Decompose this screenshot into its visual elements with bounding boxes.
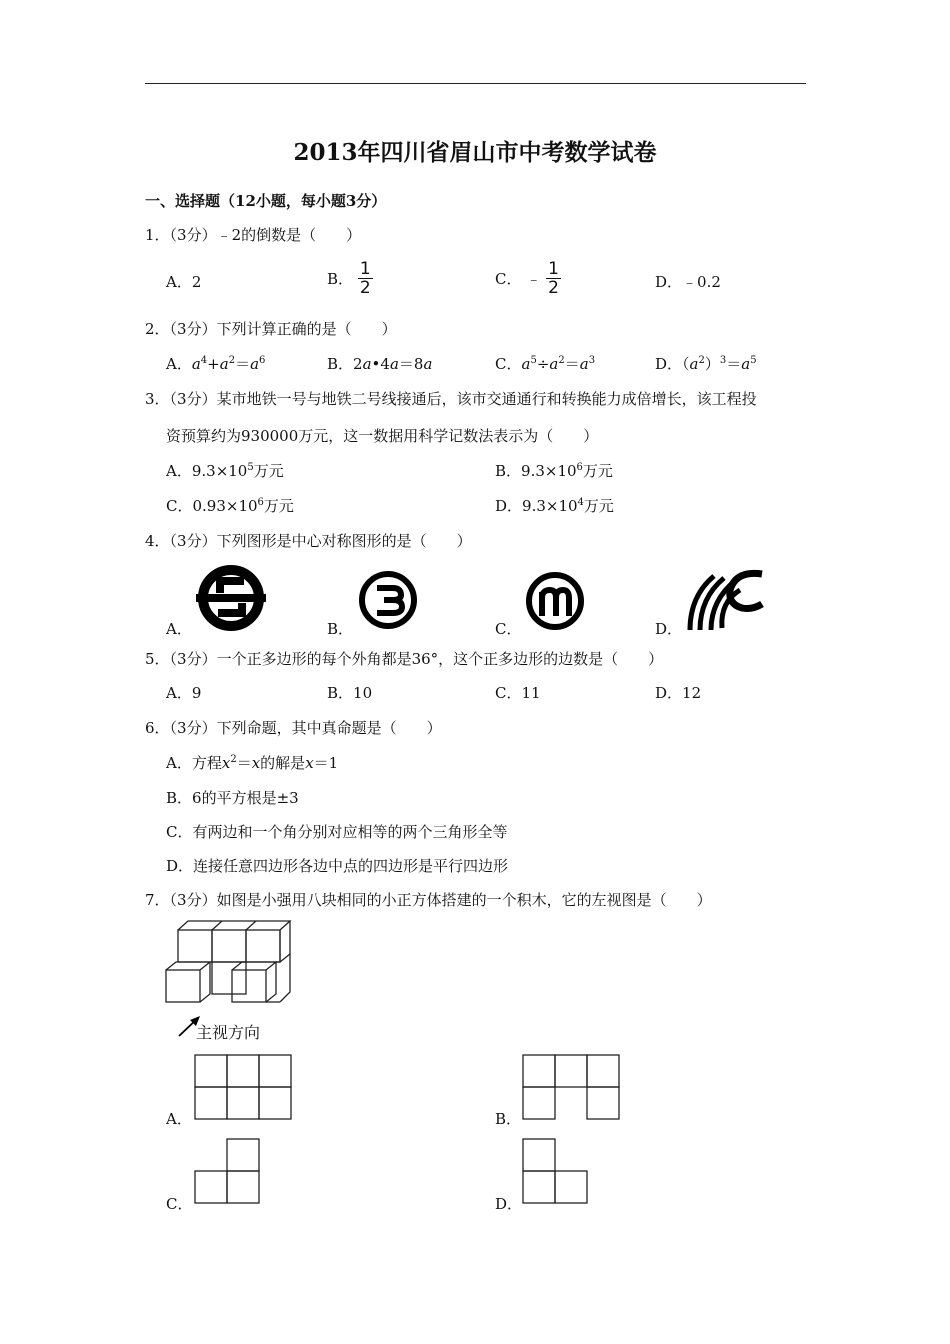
- q2-stem: 2．（3分）下列计算正确的是（ ）: [145, 320, 397, 338]
- q7-figure-b: [522, 1054, 622, 1120]
- q3-option-b: B．$9.3\times 10^6$万元: [495, 462, 613, 480]
- q3-option-c: C．$0.93\times 10^6$万元: [166, 497, 294, 515]
- logo-b-icon: [357, 568, 419, 632]
- q7-figure-d: [522, 1138, 592, 1204]
- q6-stem: 6．（3分）下列命题，其中真命题是（ ）: [145, 719, 442, 737]
- section-heading: 一、选择题（12小题，每小题3分）: [145, 192, 387, 210]
- q1-stem: 1．（3分）﹣2的倒数是（ ）: [145, 226, 362, 244]
- q4-stem: 4．（3分）下列图形是中心对称图形的是（ ）: [145, 532, 472, 550]
- q2-option-a: A．$a^4+a^2=a^6$: [166, 355, 266, 373]
- q7-stem: 7．（3分）如图是小强用八块相同的小正方体搭建的一个积木，它的左视图是（ ）: [145, 891, 712, 909]
- logo-c-icon: [524, 570, 586, 632]
- q4-option-b: B．: [327, 620, 354, 638]
- q7-option-a: A．: [166, 1110, 192, 1128]
- view-direction-label: 主视方向: [196, 1023, 261, 1042]
- top-rule: [145, 83, 806, 84]
- q5-option-b: B．10: [327, 684, 373, 702]
- q2-option-c: C．$a^5\div a^2=a^3$: [495, 355, 596, 373]
- q4-option-a: A．: [166, 620, 192, 638]
- q1-option-a: A．2: [166, 273, 202, 291]
- block-figure: [160, 916, 300, 1012]
- q5-option-c: C．11: [495, 684, 541, 702]
- q6-option-d: D．连接任意四边形各边中点的四边形是平行四边形: [166, 857, 509, 875]
- q4-option-c: C．: [495, 620, 522, 638]
- q6-option-b: B．6的平方根是±3: [166, 789, 299, 807]
- q6-option-a: A．方程$x^2=x$的解是x＝1: [166, 754, 339, 772]
- q1-option-c: C． ﹣ $\frac{1}{2}$: [495, 259, 559, 298]
- q7-figure-c: [194, 1138, 264, 1204]
- q6-option-c: C．有两边和一个角分别对应相等的两个三角形全等: [166, 823, 508, 841]
- q5-option-a: A．9: [166, 684, 202, 702]
- q1-option-d: D．﹣0.2: [655, 273, 721, 291]
- q4-option-d: D．: [655, 620, 683, 638]
- q3-stem-line1: 3．（3分）某市地铁一号与地铁二号线接通后，该市交通通行和转换能力成倍增长，该工程投: [145, 390, 757, 408]
- q7-option-b: B．: [495, 1110, 522, 1128]
- q7-option-d: D．: [495, 1195, 523, 1213]
- q2-option-b: B．2a•4a＝8a: [327, 355, 433, 373]
- q7-option-c: C．: [166, 1195, 193, 1213]
- logo-d-icon: [684, 568, 766, 634]
- q3-option-a: A．$9.3\times 10^5$万元: [166, 462, 284, 480]
- q5-stem: 5．（3分）一个正多边形的每个外角都是36°，这个正多边形的边数是（ ）: [145, 650, 664, 668]
- q3-option-d: D．$9.3\times 10^4$万元: [495, 497, 614, 515]
- page-title: 2013年四川省眉山市中考数学试卷: [293, 139, 657, 166]
- q3-stem-line2: 资预算约为930000万元，这一数据用科学记数法表示为（ ）: [166, 427, 599, 445]
- q1-option-b: B． $\frac{1}{2}$: [327, 259, 371, 298]
- logo-a-icon: [196, 563, 266, 633]
- q5-option-d: D．12: [655, 684, 702, 702]
- q2-option-d: D．$(a^2)^3=a^5$: [655, 355, 757, 373]
- q7-figure-a: [194, 1054, 294, 1120]
